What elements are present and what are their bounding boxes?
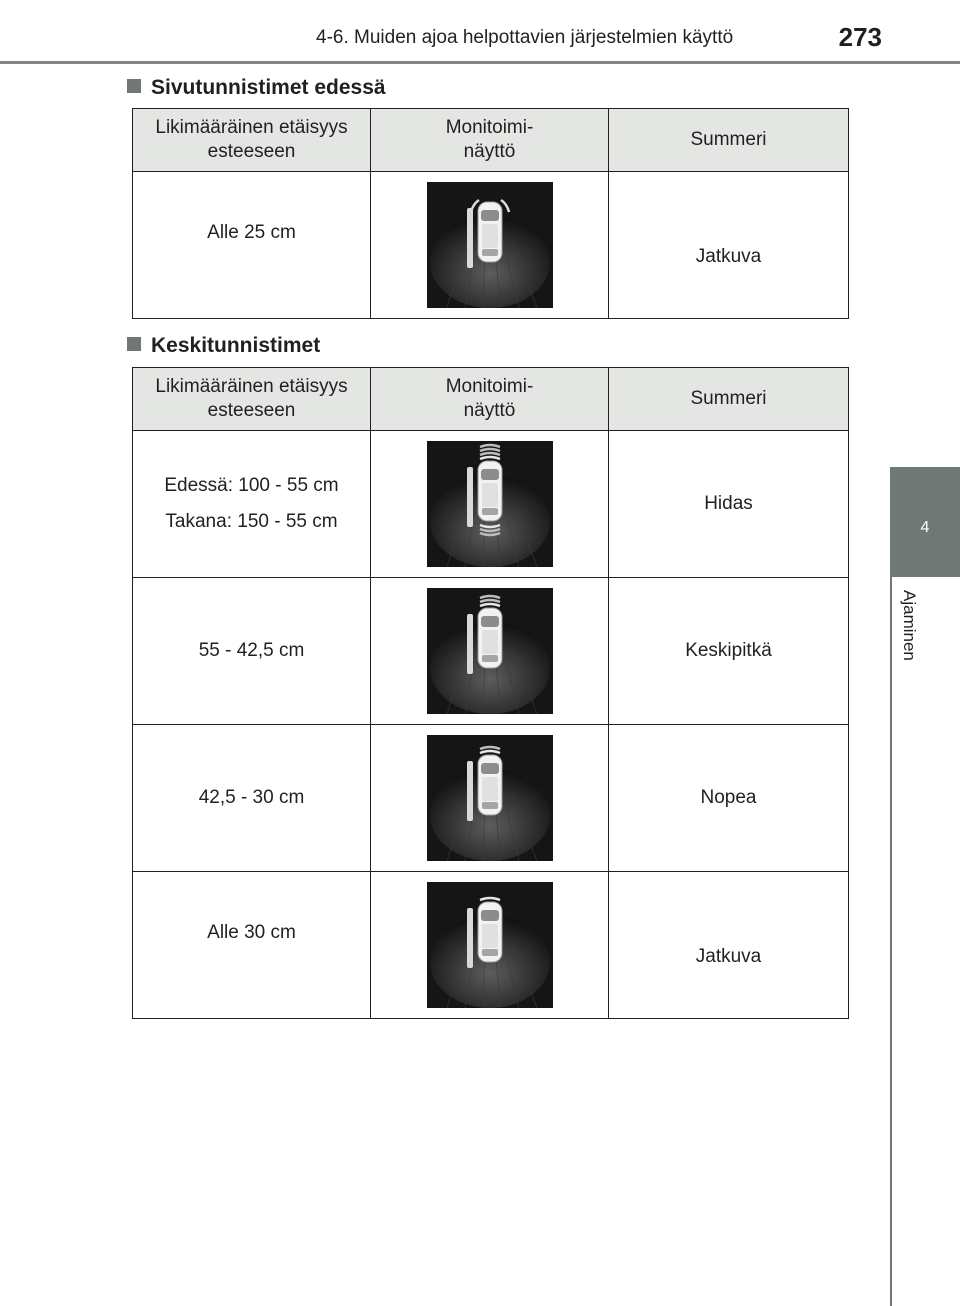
display-cell bbox=[371, 172, 609, 319]
display-cell bbox=[371, 431, 609, 578]
column-header-buzzer: Summeri bbox=[609, 109, 849, 172]
section-title: Sivutunnistimet edessä bbox=[151, 76, 386, 99]
column-header-display: Monitoimi- näyttö bbox=[371, 109, 609, 172]
chapter-title: 4-6. Muiden ajoa helpottavien järjestelmien käyttö bbox=[316, 27, 734, 48]
section-heading-center-sensors bbox=[127, 334, 320, 358]
buzzer-cell: Jatkuva bbox=[609, 172, 849, 319]
table-row bbox=[133, 172, 849, 319]
distance-cell: Alle 30 cm bbox=[133, 872, 371, 1019]
table-row bbox=[133, 578, 849, 725]
center-sensors-table bbox=[132, 367, 849, 1019]
car-center-sensors-near-icon bbox=[427, 735, 553, 861]
square-bullet-icon bbox=[127, 337, 141, 351]
side-rail bbox=[890, 467, 892, 1306]
table-row bbox=[133, 725, 849, 872]
square-bullet-icon bbox=[127, 79, 141, 93]
display-cell bbox=[371, 872, 609, 1019]
buzzer-cell: Keskipitkä bbox=[609, 578, 849, 725]
display-cell bbox=[371, 578, 609, 725]
column-header-buzzer: Summeri bbox=[609, 368, 849, 431]
distance-cell: 42,5 - 30 cm bbox=[133, 725, 371, 872]
table-row bbox=[133, 872, 849, 1019]
section-heading-side-sensors bbox=[127, 76, 386, 100]
column-header-distance: Likimääräinen etäisyys esteeseen bbox=[133, 368, 371, 431]
chapter-tab-label: Ajaminen bbox=[900, 590, 919, 661]
chapter-tab-number: 4 bbox=[920, 519, 930, 536]
side-sensors-table bbox=[132, 108, 849, 319]
buzzer-cell: Hidas bbox=[609, 431, 849, 578]
car-center-sensors-closest-icon bbox=[427, 882, 553, 1008]
buzzer-cell: Jatkuva bbox=[609, 872, 849, 1019]
page-number: 273 bbox=[838, 22, 882, 52]
section-title: Keskitunnistimet bbox=[151, 334, 321, 357]
distance-cell: Alle 25 cm bbox=[133, 172, 371, 319]
car-side-front-sensors-icon bbox=[427, 182, 553, 308]
chapter-tab bbox=[890, 467, 960, 577]
distance-cell: 55 - 42,5 cm bbox=[133, 578, 371, 725]
car-center-sensors-medium-icon bbox=[427, 588, 553, 714]
display-cell bbox=[371, 725, 609, 872]
header-rule bbox=[0, 61, 960, 64]
distance-cell: Edessä: 100 - 55 cm Takana: 150 - 55 cm bbox=[133, 431, 371, 578]
table-header-row bbox=[133, 368, 849, 431]
buzzer-cell: Nopea bbox=[609, 725, 849, 872]
column-header-display: Monitoimi- näyttö bbox=[371, 368, 609, 431]
car-center-sensors-far-icon bbox=[427, 441, 553, 567]
table-header-row bbox=[133, 109, 849, 172]
table-row bbox=[133, 431, 849, 578]
column-header-distance: Likimääräinen etäisyys esteeseen bbox=[133, 109, 371, 172]
